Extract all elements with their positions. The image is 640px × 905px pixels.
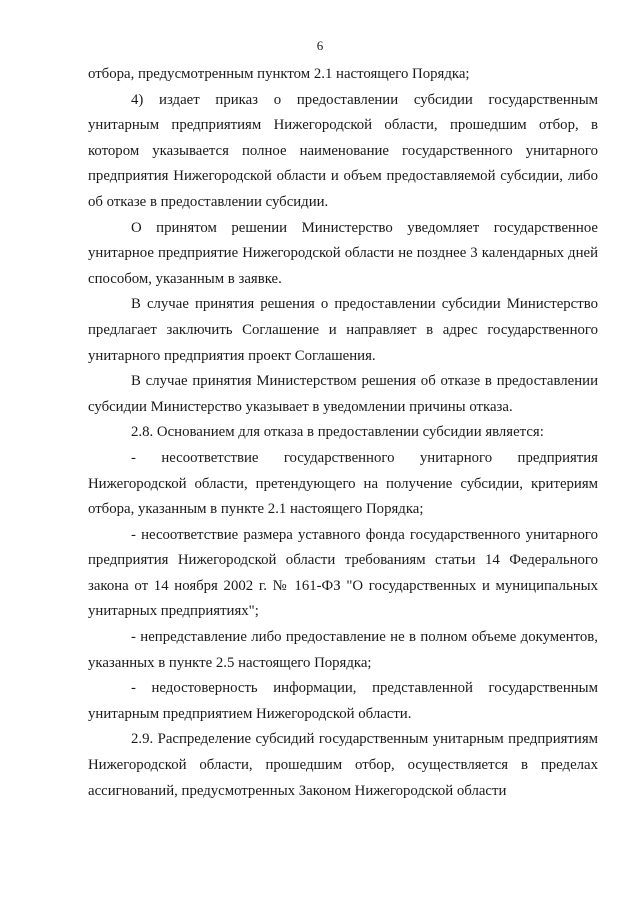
list-item-charter-fund: - несоответствие размера уставного фонда государственного унитарного предприятия Нижегородской области требованиям статьи 14 Федерального закона от 14 ноября 2002 г. № 161-ФЗ "О государственных и муниципальных унитарных предприятиях"; — [88, 526, 598, 620]
page-number: 6 — [316, 38, 324, 53]
document-body — [88, 62, 598, 804]
paragraph-2-8-heading: 2.8. Основанием для отказа в предоставлении субсидии является: — [131, 424, 544, 441]
paragraph-decision-notice: О принятом решении Министерство уведомляет государственное унитарное предприятие Нижегородской области не позднее 3 календарных дней способом, указанным в заявке. — [88, 219, 598, 287]
paragraph-refusal-notice: В случае принятия Министерством решения об отказе в предоставлении субсидии Министерство указывает в уведомлении причины отказа. — [88, 373, 598, 415]
paragraph-continuation: отбора, предусмотренным пунктом 2.1 настоящего Порядка; — [88, 66, 470, 82]
list-item-criteria-mismatch: - несоответствие государственного унитарного предприятия Нижегородской области, претендующего на получение субсидии, критериям отбора, указанным в пункте 2.1 настоящего Порядка; — [88, 449, 598, 518]
paragraph-grant-agreement: В случае принятия решения о предоставлении субсидии Министерство предлагает заключить Соглашение и направляет в адрес государственного унитарного предприятия проект Соглашения. — [88, 296, 598, 364]
paragraph-item-4-order: 4) издает приказ о предоставлении субсидии государственным унитарным предприятиям Нижегородской области, прошедшим отбор, в котором указывается полное наименование государственного унитарного предприятия Нижегородской области и объем предоставляемой субсидии, либо об отказе в предоставлении субсидии. — [88, 91, 598, 210]
paragraph-2-9-distribution: 2.9. Распределение субсидий государственным унитарным предприятиям Нижегородской области, прошедшим отбор, осуществляется в пределах ассигнований, предусмотренных Законом Нижегородской области — [88, 731, 598, 799]
list-item-false-information: - недостоверность информации, представленной государственным унитарным предприятием Нижегородской области. — [88, 680, 598, 722]
list-item-missing-documents: - непредставление либо предоставление не в полном объеме документов, указанных в пункте 2.5 настоящего Порядка; — [88, 629, 598, 671]
